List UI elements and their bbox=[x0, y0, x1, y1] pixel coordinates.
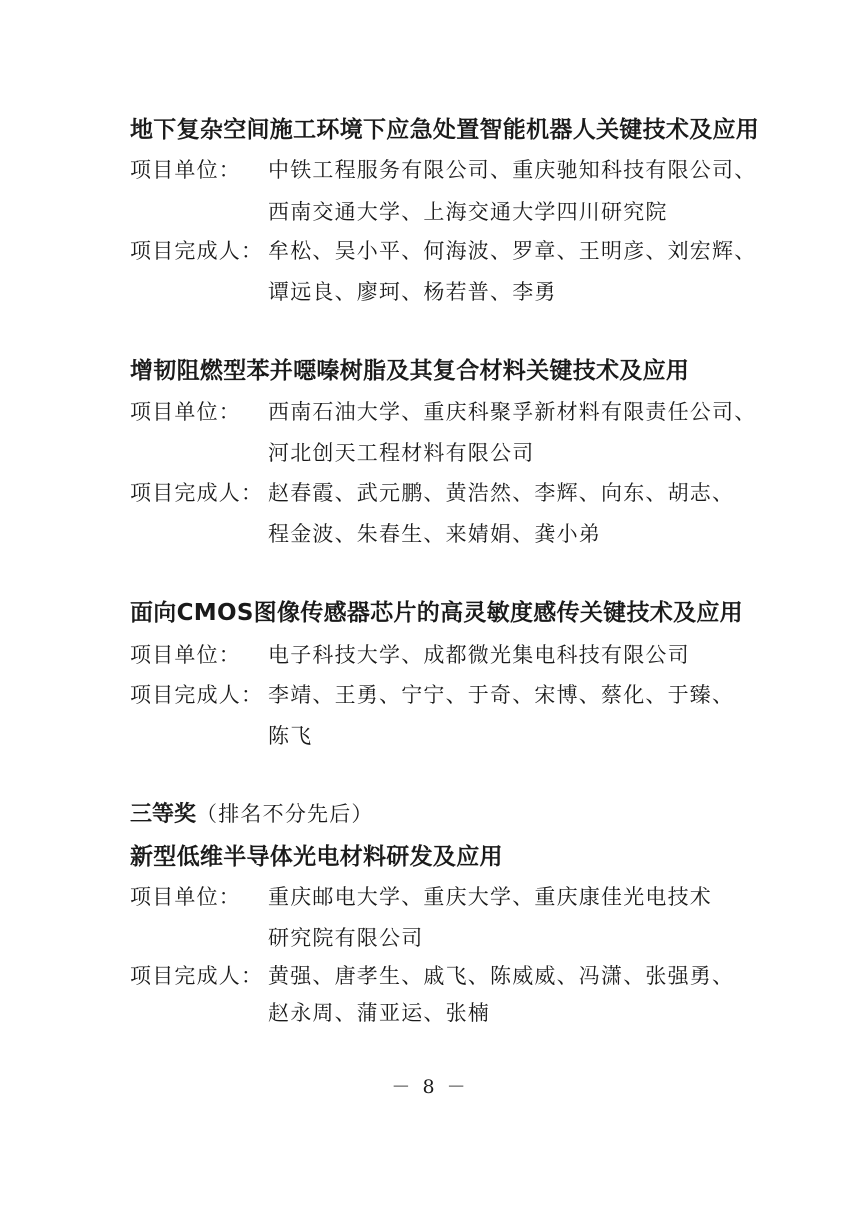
section-heading bbox=[130, 800, 374, 829]
unit-label: 项目单位： bbox=[130, 400, 241, 424]
people-label: 项目完成人： bbox=[130, 683, 264, 707]
project-title: 面向CMOS图像传感器芯片的高灵敏度感传关键技术及应用 bbox=[130, 600, 743, 626]
unit-value: 西南交通大学、上海交通大学四川研究院 bbox=[268, 200, 668, 224]
people-value: 李靖、王勇、宁宁、于奇、宋博、蔡化、于臻、 bbox=[268, 683, 735, 707]
people-value: 陈飞 bbox=[268, 724, 313, 748]
people-label: 项目完成人： bbox=[130, 239, 264, 263]
people-value: 谭远良、廖珂、杨若普、李勇 bbox=[268, 280, 557, 304]
section-heading-title: 三等奖 bbox=[130, 802, 197, 827]
people-label: 项目完成人： bbox=[130, 964, 264, 988]
project-title: 新型低维半导体光电材料研发及应用 bbox=[130, 844, 503, 870]
project-title: 增韧阻燃型苯并噁嗪树脂及其复合材料关键技术及应用 bbox=[130, 358, 690, 384]
page-number: － 8 － bbox=[391, 1076, 469, 1098]
people-label: 项目完成人： bbox=[130, 481, 264, 505]
unit-value: 重庆邮电大学、重庆大学、重庆康佳光电技术 bbox=[268, 885, 712, 909]
people-value: 赵永周、蒲亚运、张楠 bbox=[268, 1001, 490, 1025]
unit-value: 电子科技大学、成都微光集电科技有限公司 bbox=[268, 643, 690, 667]
project-title: 地下复杂空间施工环境下应急处置智能机器人关键技术及应用 bbox=[130, 117, 760, 143]
unit-label: 项目单位： bbox=[130, 158, 241, 182]
section-heading-note: （排名不分先后） bbox=[196, 802, 374, 826]
unit-value: 研究院有限公司 bbox=[268, 926, 424, 950]
people-value: 黄强、唐孝生、戚飞、陈威威、冯潇、张强勇、 bbox=[268, 964, 735, 988]
unit-label: 项目单位： bbox=[130, 885, 241, 909]
people-value: 牟松、吴小平、何海波、罗章、王明彦、刘宏辉、 bbox=[268, 239, 757, 263]
people-value: 程金波、朱春生、来婧娟、龚小弟 bbox=[268, 522, 601, 546]
unit-label: 项目单位： bbox=[130, 643, 241, 667]
people-value: 赵春霞、武元鹏、黄浩然、李辉、向东、胡志、 bbox=[268, 481, 735, 505]
unit-value: 西南石油大学、重庆科聚孚新材料有限责任公司、 bbox=[268, 400, 757, 424]
unit-value: 河北创天工程材料有限公司 bbox=[268, 441, 535, 465]
unit-value: 中铁工程服务有限公司、重庆驰知科技有限公司、 bbox=[268, 158, 757, 182]
